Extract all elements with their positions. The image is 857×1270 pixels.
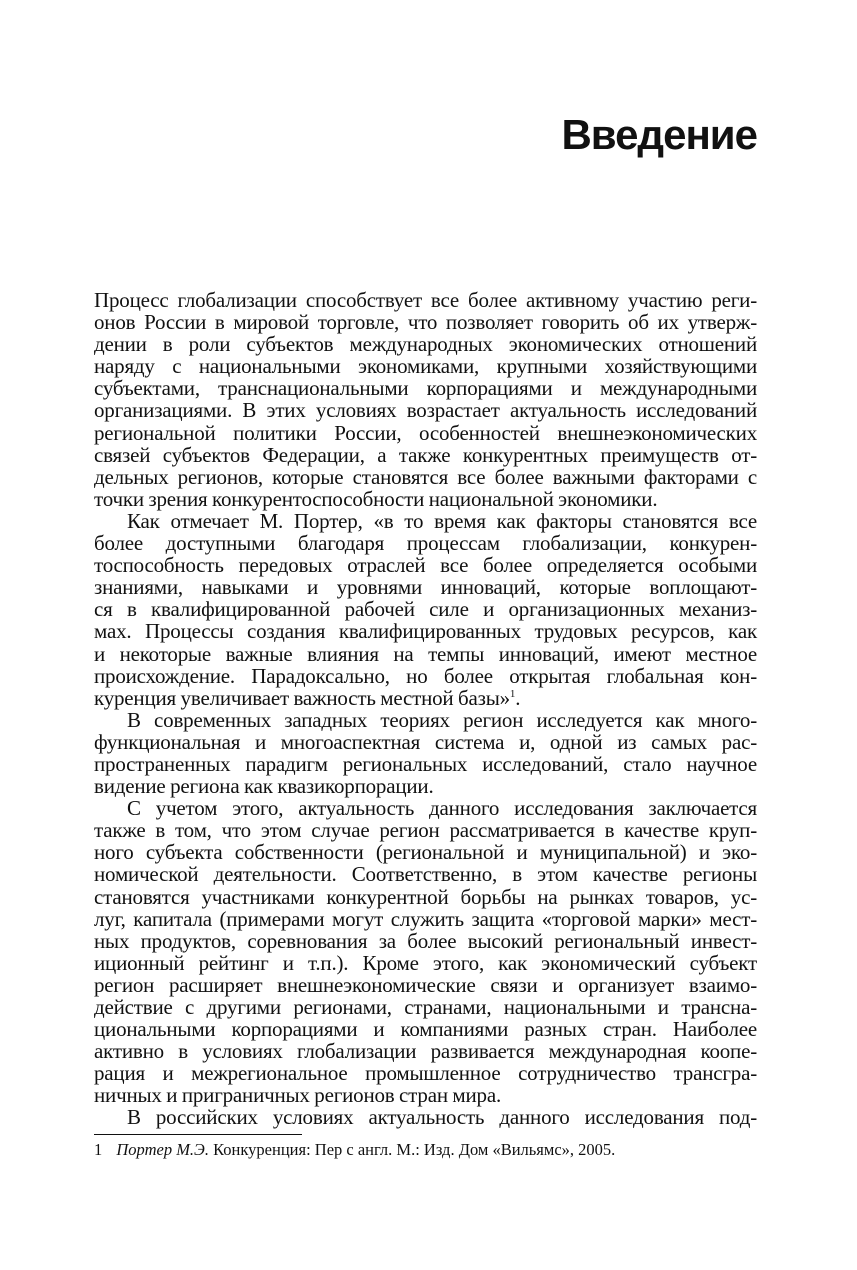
text-line: пространенных парадигм региональных исследований, стало научное xyxy=(94,751,757,776)
text-line: ничных и приграничных регионов стран мира. xyxy=(94,1083,502,1108)
text-line-content: куренция увеличивает важность местной базы» xyxy=(94,685,510,710)
footnote-author: Портер М.Э. xyxy=(116,1140,209,1159)
text-line: мах. Процессы создания квалифицированных трудовых ресурсов, как xyxy=(94,619,757,644)
paragraph-3 xyxy=(94,709,757,797)
text-line: С учетом этого, актуальность данного исследования заключается xyxy=(127,796,757,821)
text-line: куренция увеличивает важность местной базы»$^1$. xyxy=(94,685,521,710)
text-line: более доступными благодаря процессам глобализации, конкурен- xyxy=(94,531,757,556)
body-text xyxy=(94,289,757,1129)
text-line: происхождение. Парадоксально, но более открытая глобальная кон- xyxy=(94,663,757,688)
text-line: тоспособность передовых отраслей все более определяется особыми xyxy=(94,553,757,578)
text-line: рация и межрегиональное промышленное сотрудничество трансгра- xyxy=(94,1061,757,1086)
text-line: ного субъекта собственности (региональной и муниципальной) и эко- xyxy=(94,840,757,865)
footnote-text: Конкуренция: Пер с англ. М.: Изд. Дом «Вильямс», 2005. xyxy=(213,1140,616,1159)
chapter-title: Введение xyxy=(561,111,757,158)
text-line: циональными корпорациями и компаниями разных стран. Наиболее xyxy=(94,1017,757,1042)
text-line: региональной политики России, особенностей внешнеэкономических xyxy=(94,420,757,445)
text-line: точки зрения конкурентоспособности национальной экономики. xyxy=(94,486,658,511)
text-line: активно в условиях глобализации развивается международная коопе- xyxy=(94,1039,757,1064)
paragraph-4 xyxy=(94,797,757,1106)
text-line: В российских условиях актуальность данного исследования под- xyxy=(127,1105,757,1130)
text-line: также в том, что этом случае регион рассматривается в качестве круп- xyxy=(94,818,757,843)
text-line: номической деятельности. Соответственно, в этом качестве регионы xyxy=(94,862,757,887)
footnote-divider xyxy=(94,1134,302,1135)
text-line: дельных регионов, которые становятся все более важными факторами с xyxy=(94,464,757,489)
paragraph-1 xyxy=(94,289,757,510)
footnote xyxy=(94,1140,757,1160)
text-line: онов России в мировой торговле, что позволяет говорить об их утверж- xyxy=(94,310,757,335)
text-line: функциональная и многоаспектная система и, одной из самых рас- xyxy=(94,729,757,754)
text-line: становятся участниками конкурентной борьбы на рынках товаров, ус- xyxy=(94,884,757,909)
footnote-marker: 1 xyxy=(509,687,516,700)
text-line: ных продуктов, соревнования за более высокий региональный инвест- xyxy=(94,928,757,953)
paragraph-2 xyxy=(94,510,757,709)
text-line: иционный рейтинг и т.п.). Кроме этого, как экономический субъект xyxy=(94,950,757,975)
footnote-number: 1 xyxy=(94,1140,103,1159)
text-line: организациями. В этих условиях возрастает актуальность исследований xyxy=(94,398,757,423)
text-line: Как отмечает М. Портер, «в то время как факторы становятся все xyxy=(127,508,757,533)
text-line: действие с другими регионами, странами, национальными и трансна- xyxy=(94,995,757,1019)
text-line: регион расширяет внешнеэкономические связи и организует взаимо- xyxy=(94,972,757,997)
paragraph-5 xyxy=(94,1106,757,1128)
text-line: и некоторые важные влияния на темпы инноваций, имеют местное xyxy=(94,641,757,666)
text-line: видение региона как квазикорпорации. xyxy=(94,774,434,799)
text-line: наряду с национальными экономиками, крупными хозяйствующими xyxy=(94,354,757,379)
text-line: связей субъектов Федерации, а также конкурентных преимуществ от- xyxy=(94,442,757,467)
text-line: Процесс глобализации способствует все более активному участию реги- xyxy=(94,288,757,312)
text-line: знаниями, навыками и уровнями инноваций, которые воплощают- xyxy=(94,575,757,600)
text-line: луг, капитала (примерами могут служить защита «торговой марки» мест- xyxy=(94,906,757,931)
text-line: дении в роли субъектов международных экономических отношений xyxy=(94,332,757,357)
text-line: ся в квалифицированной рабочей силе и организационных механиз- xyxy=(94,597,757,622)
text-line: субъектами, транснациональными корпорациями и международными xyxy=(94,376,757,401)
text-line: В современных западных теориях регион исследуется как много- xyxy=(127,707,757,732)
